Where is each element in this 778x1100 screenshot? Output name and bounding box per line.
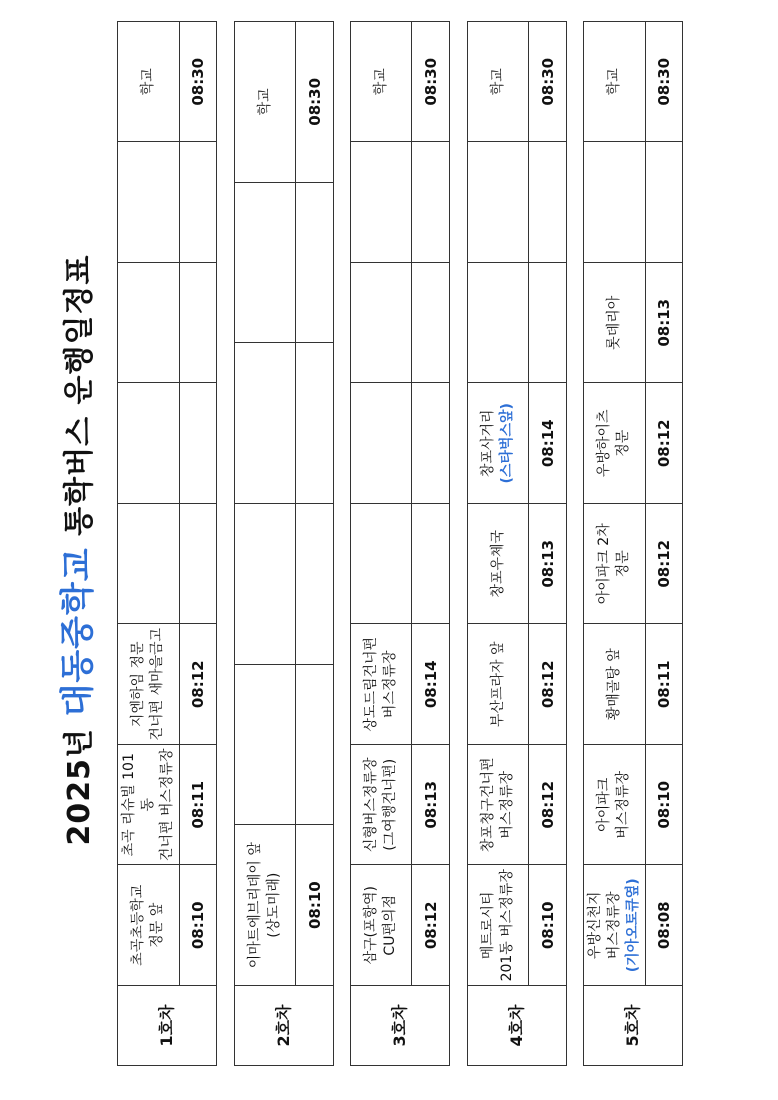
stop-name	[584, 624, 646, 745]
departure-time: 08:12	[645, 504, 682, 625]
title-suffix: 통학버스 운행일정표	[62, 254, 97, 536]
bus-table-2	[234, 21, 334, 1066]
stop-name-line: 우방신천지	[587, 891, 603, 960]
stop-name	[584, 504, 646, 625]
stop-name	[468, 865, 529, 986]
stop-name-line: 메트로시티	[480, 891, 497, 960]
empty-cell	[235, 504, 296, 665]
stop-name	[118, 22, 180, 143]
empty-cell	[179, 383, 216, 504]
stop-name-line: 버스정류장	[615, 770, 632, 839]
stop-name-line: 지엔하임 정문	[130, 641, 147, 728]
page-title	[50, 0, 99, 1100]
stop-name-line: 부산프라자 앞	[489, 641, 506, 728]
empty-cell	[351, 263, 412, 384]
departure-time: 08:30	[529, 22, 567, 143]
stop-name	[351, 22, 412, 143]
departure-time: 08:30	[412, 22, 450, 143]
stop-name	[118, 865, 180, 986]
stop-name-line: 건너편 버스정류장	[158, 748, 175, 862]
stop-name-line: 초곡초등학교	[130, 884, 147, 966]
title-year: 2025년	[62, 727, 97, 846]
stop-name-line: 이마트에브리데이 앞	[247, 842, 264, 969]
departure-time: 08:13	[645, 263, 682, 384]
stop-name-line: (상도미래)	[266, 872, 283, 938]
stop-name-line: (그여행건너편)	[382, 758, 399, 851]
empty-cell	[296, 182, 334, 343]
empty-cell	[179, 504, 216, 625]
stop-name-line: 버스정류장	[499, 770, 516, 839]
departure-time: 08:14	[412, 624, 450, 745]
departure-time: 08:10	[645, 745, 682, 866]
stop-name-line: 신형버스정류장	[363, 757, 380, 853]
bus-label: 3호차	[351, 986, 450, 1066]
departure-time: 08:11	[179, 745, 216, 866]
empty-cell	[351, 383, 412, 504]
departure-time: 08:14	[529, 383, 567, 504]
departure-time: 08:10	[296, 825, 334, 986]
bus-table-4	[467, 21, 567, 1066]
bus-table-1	[117, 21, 217, 1066]
stop-name-line: 황매골탕 앞	[605, 648, 622, 721]
stop-name-line: 창포사거리	[480, 409, 497, 478]
departure-time: 08:11	[645, 624, 682, 745]
departure-time: 08:30	[296, 22, 334, 183]
stop-name-line: 학교	[605, 68, 622, 96]
stop-landmark-note: (스타벅스앞)	[499, 403, 516, 484]
stop-name-line: 정문 앞	[149, 902, 166, 948]
departure-time: 08:10	[529, 865, 567, 986]
departure-time: 08:10	[179, 865, 216, 986]
stop-name-line: 학교	[372, 68, 389, 96]
departure-time: 08:12	[529, 624, 567, 745]
departure-time: 08:12	[412, 865, 450, 986]
stop-name-line: 롯데리아	[605, 295, 622, 350]
empty-cell	[412, 383, 450, 504]
departure-time: 08:12	[645, 383, 682, 504]
empty-cell	[468, 263, 529, 384]
stop-landmark-note: (기아오토큐옆)	[624, 878, 641, 973]
stop-name-line: 창포청구건너편	[480, 757, 497, 853]
empty-cell	[296, 504, 334, 665]
stop-name-line: 건너편 새마을금고	[149, 627, 166, 741]
stop-name-line: 우방하이츠	[596, 409, 613, 478]
empty-cell	[529, 142, 567, 263]
departure-time: 08:13	[529, 504, 567, 625]
empty-cell	[351, 142, 412, 263]
stop-name-line: 학교	[139, 68, 156, 96]
empty-cell	[118, 263, 180, 384]
empty-cell	[296, 343, 334, 504]
empty-cell	[179, 263, 216, 384]
empty-cell	[529, 263, 567, 384]
stop-name	[468, 745, 529, 866]
title-school: 대동중학교	[58, 547, 98, 717]
stop-name	[351, 745, 412, 866]
stop-name	[584, 22, 646, 143]
empty-cell	[235, 343, 296, 504]
bus-label: 2호차	[235, 986, 334, 1066]
empty-cell	[118, 142, 180, 263]
stop-name	[235, 825, 296, 986]
stop-name	[351, 865, 412, 986]
empty-cell	[351, 504, 412, 625]
stop-name-line: 학교	[256, 88, 273, 116]
bus-label: 4호차	[468, 986, 567, 1066]
stop-name-line: 아이파크	[596, 777, 613, 832]
empty-cell	[412, 263, 450, 384]
stop-name	[584, 383, 646, 504]
stop-name	[584, 865, 646, 986]
bus-table-5	[583, 21, 683, 1066]
stop-name	[118, 745, 180, 866]
stop-name-line: 정문	[615, 429, 632, 457]
departure-time: 08:30	[179, 22, 216, 143]
stop-name-line: 버스정류장	[382, 650, 399, 719]
stop-name-line: 아이파크 2차	[596, 523, 613, 605]
departure-time: 08:08	[645, 865, 682, 986]
empty-cell	[235, 664, 296, 825]
empty-cell	[412, 142, 450, 263]
empty-cell	[235, 182, 296, 343]
stop-name-line: CU편의점	[382, 894, 399, 956]
empty-cell	[584, 142, 646, 263]
stop-name	[351, 624, 412, 745]
stop-name-line: 상도드림건너편	[363, 636, 380, 732]
stop-name	[468, 504, 529, 625]
empty-cell	[412, 504, 450, 625]
stop-name-line: 버스정류장	[605, 891, 622, 960]
stop-name	[584, 263, 646, 384]
stop-name	[468, 22, 529, 143]
stop-name-line: 초곡 리슈빌 101동	[121, 753, 156, 857]
departure-time: 08:12	[179, 624, 216, 745]
empty-cell	[179, 142, 216, 263]
departure-time: 08:12	[529, 745, 567, 866]
stop-name	[584, 745, 646, 866]
departure-time: 08:30	[645, 22, 682, 143]
stop-name-line: 201동 버스정류장	[499, 869, 516, 982]
empty-cell	[118, 504, 180, 625]
departure-time: 08:13	[412, 745, 450, 866]
empty-cell	[118, 383, 180, 504]
stop-name-line: 학교	[489, 68, 506, 96]
empty-cell	[296, 664, 334, 825]
empty-cell	[645, 142, 682, 263]
bus-label: 1호차	[118, 986, 217, 1066]
stop-name	[468, 383, 529, 504]
stop-name	[468, 624, 529, 745]
stop-name	[118, 624, 180, 745]
stop-name-line: 삼구(포항역)	[363, 885, 380, 965]
stop-name-line: 창포우체국	[489, 529, 506, 598]
bus-label: 5호차	[584, 986, 683, 1066]
stop-name	[235, 22, 296, 183]
stop-name-line: 정문	[615, 550, 632, 578]
bus-table-3	[350, 21, 450, 1066]
empty-cell	[468, 142, 529, 263]
